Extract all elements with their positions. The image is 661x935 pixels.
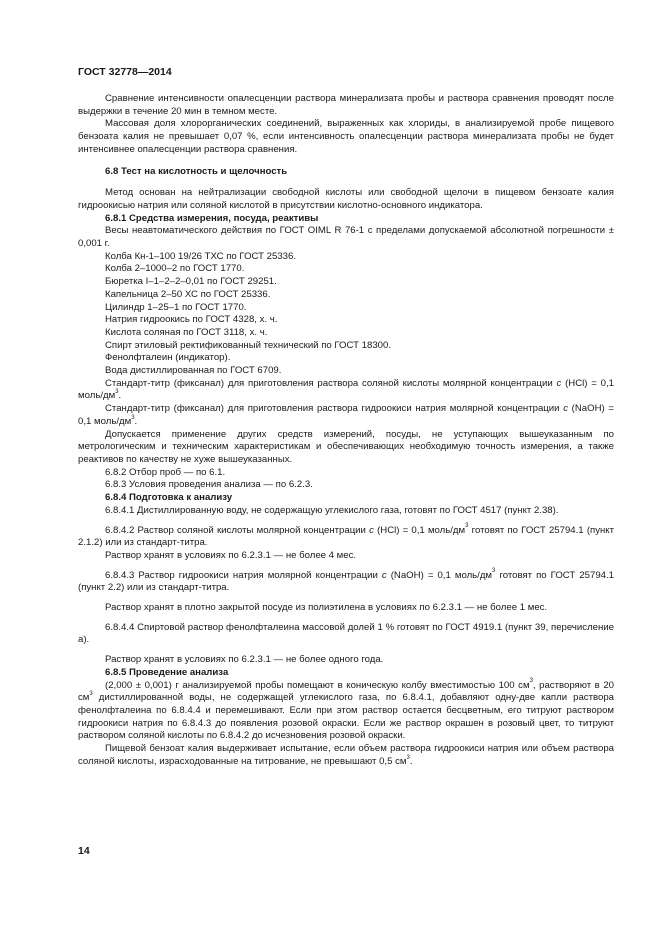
paragraph-6-8-3: 6.8.3 Условия проведения анализа — по 6.2.3. bbox=[105, 479, 313, 491]
list-item: Колба 2–1000–2 по ГОСТ 1770. bbox=[105, 263, 245, 275]
paragraph-naoh-titr: Стандарт-титр (фиксанал) для приготовления раствора гидроокиси натрия молярной концентрации c (NaOH) = 0,1 моль/$дм^3$. bbox=[78, 403, 615, 427]
list-item: Спирт этиловый ректификованный технический по ГОСТ 18300. bbox=[105, 339, 391, 351]
paragraph-result: Пищевой бензоат калия выдерживает испытание, если объем раствора гидроокиси натрия или объем раствора соляной кислоты, израсходованные на титрование, не превышают 0,5 $см^3$. bbox=[78, 743, 614, 767]
section-heading-6-8-4: 6.8.4 Подготовка к анализу bbox=[105, 492, 233, 504]
section-heading-6-8-1: 6.8.1 Средства измерения, посуда, реактивы bbox=[105, 212, 319, 224]
paragraph: Весы неавтоматического действия по ГОСТ OIML R 76-1 с пределами допускаемой абсолютной погрешности ± 0,001 г. bbox=[78, 225, 614, 250]
paragraph-6-8-4-1: 6.8.4.1 Дистиллированную воду, не содержащую углекислого газа, готовят по ГОСТ 4517 (пункт 2.38). bbox=[105, 504, 559, 516]
paragraph-6-8-4-3: 6.8.4.3 Раствор гидроокиси натрия молярной концентрации c (NaOH) = 0,1 моль/$дм^3$ готовят по ГОСТ 25794.1 (пункт 2.2) или из стандарт-титра. bbox=[78, 568, 615, 594]
paragraph: Допускается применение других средств измерений, посуды, не уступающих вышеуказанным по метрологическим и техническим характеристикам и обеспечивающих необходимую точность измерения, а также реактивов по качеству не хуже вышеуказанных. bbox=[78, 428, 614, 465]
list-item: Цилиндр 1–25–1 по ГОСТ 1770. bbox=[105, 301, 247, 313]
list-item: Фенолфталеин (индикатор). bbox=[105, 352, 231, 364]
list-item: Натрия гидроокись по ГОСТ 4328, х. ч. bbox=[105, 314, 278, 326]
list-item: Капельница 2–50 ХС по ГОСТ 25336. bbox=[105, 288, 271, 300]
paragraph: Раствор хранят в условиях по 6.2.3.1 — не более одного года. bbox=[105, 654, 384, 666]
section-heading-6-8-5: 6.8.5 Проведение анализа bbox=[105, 666, 229, 678]
paragraph-procedure: (2,000 ± 0,001) г анализируемой пробы помещают в коническую колбу вместимостью 100 $см^3$, растворяют в 20 $см^3$ дистиллированной воды, не содержащей углекислого газа, по 6.8.4.1, добавляют одну-две капли раствора фенолфталеина по 6.8.4.4 и перемешивают. Если при этом раствор остается бесцветным, его титруют раствором гидроокиси натрия по 6.8.4.3 до появления розовой окраски. Если же раствор окрашен в розовый цвет, то титруют раствором соляной кислоты по 6.8.4.2 до исчезновения розовой окраски. bbox=[78, 678, 615, 742]
page-number: 14 bbox=[78, 845, 90, 857]
paragraph: Метод основан на нейтрализации свободной кислоты или свободной щелочи в пищевом бензоате калия гидроокисью натрия или соляной кислотой в присутствии кислотно-основного индикатора. bbox=[78, 187, 614, 211]
paragraph: Раствор хранят в плотно закрытой посуде из полиэтилена в условиях по 6.2.3.1 — не более 1 мес. bbox=[105, 602, 548, 614]
list-item: Кислота соляная по ГОСТ 3118, х. ч. bbox=[105, 326, 268, 338]
list-item: Вода дистиллированная по ГОСТ 6709. bbox=[105, 365, 282, 377]
paragraph-6-8-2: 6.8.2 Отбор проб — по 6.1. bbox=[105, 466, 226, 478]
section-heading-6-8: 6.8 Тест на кислотность и щелочность bbox=[105, 165, 288, 177]
document-id-header: ГОСТ 32778—2014 bbox=[78, 66, 172, 78]
paragraph: Массовая доля хлорорганических соединений, выраженных как хлориды, в анализируемой пробе пищевого бензоата калия не превышает 0,07 %, если интенсивность опалесценции раствора минерализата пробы не будет интенсивнее опалесценции раствора сравнения. bbox=[78, 118, 614, 155]
paragraph: Раствор хранят в условиях по 6.2.3.1 — не более 4 мес. bbox=[105, 549, 357, 561]
list-item: Бюретка I–1–2–2–0,01 по ГОСТ 29251. bbox=[105, 276, 277, 288]
paragraph: Сравнение интенсивности опалесценции раствора минерализата пробы и раствора сравнения проводят после выдержки в течение 20 мин в темном месте. bbox=[78, 93, 614, 117]
paragraph-6-8-4-4: 6.8.4.4 Спиртовой раствор фенолфталеина массовой долей 1 % готовят по ГОСТ 4919.1 (пункт 39, перечисление а). bbox=[78, 621, 614, 646]
paragraph-hcl-titr: Стандарт-титр (фиксанал) для приготовления раствора соляной кислоты молярной концентрации c (HCl) = 0,1 моль/$дм^3$. bbox=[78, 377, 614, 402]
paragraph-6-8-4-2: 6.8.4.2 Раствор соляной кислоты молярной концентрации c (HCl) = 0,1 моль/$дм^3$ готовят по ГОСТ 25794.1 (пункт 2.1.2) или из стандарт-титра. bbox=[78, 523, 615, 549]
list-item: Колба Кн-1–100 19/26 ТХС по ГОСТ 25336. bbox=[105, 250, 297, 262]
document-body bbox=[78, 93, 614, 768]
